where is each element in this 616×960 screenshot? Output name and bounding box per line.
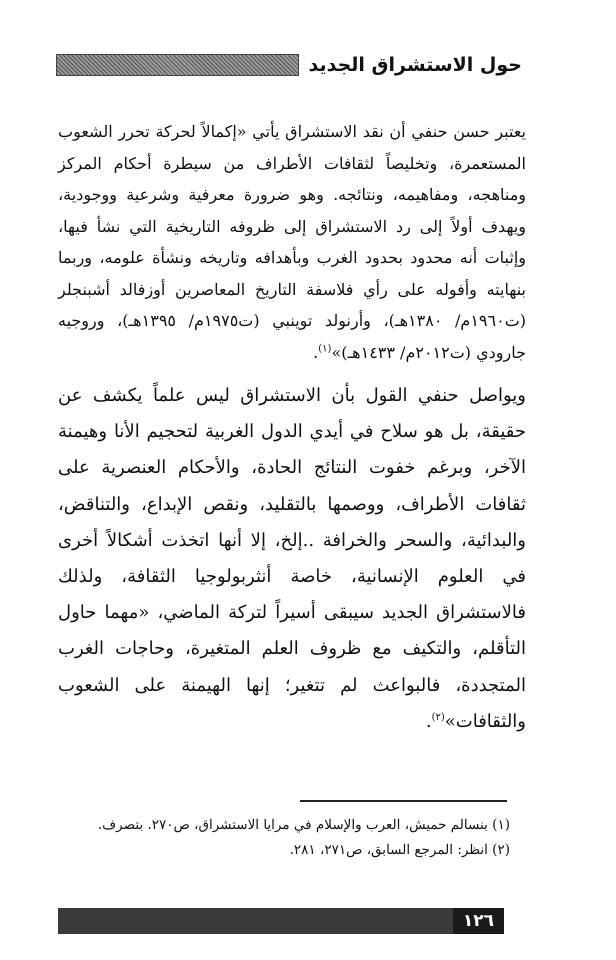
running-header-title: حول الاستشراق الجديد xyxy=(308,54,522,76)
footnotes xyxy=(50,813,510,863)
paragraph-2-text: ويواصل حنفي القول بأن الاستشراق ليس علماً يكشف عن حقيقة، بل هو سلاح في أيدي الدول الغربية لتحجيم الأنا وهيمنة الآخر، وبرغم خفوت النتائج الحادة، والأحكام العنصرية على ثقافات الأطراف، ووصمها بالتقليد، ونقص الإبداع، والتناقض، والبدائية، والسحر والخرافة ..إلخ، إلا أنها اتخذت أشكالاً أخرى في العلوم الإنسانية، خاصة أنثربولوجيا الثقافة، ولذلك فالاستشراق الجديد سيبقى أسيراً لتركة الماضي، «مهما حاول التأقلم، والتكيف مع ظروف العلم المتغيرة، وحاجات الغرب المتجددة، فالبواعث لم تتغير؛ إنها الهيمنة على الشعوب والثقافات» xyxy=(58,385,526,732)
footnote-separator xyxy=(300,800,507,802)
header-decorative-bar xyxy=(56,54,299,76)
running-header xyxy=(56,50,522,80)
footnote-1: (١) بنسالم حميش، العرب والإسلام في مرايا الاستشراق، ص٢٧٠. بتصرف. xyxy=(97,817,510,833)
paragraph-2 xyxy=(58,378,526,740)
body-text xyxy=(58,116,526,740)
paragraph-1-text: يعتبر حسن حنفي أن نقد الاستشراق يأتي «إكمالاً لحركة تحرر الشعوب المستعمرة، وتخليصاً لثقافات الأطراف من سيطرة أحكام المركز ومناهجه، ومفاهيمه، ونتائجه. وهو ضرورة معرفية وشرعية ووجودية، ويهدف أولاً إلى رد الاستشراق إلى ظروفه التاريخية التي نشأ فيها، وإثبات أنه محدود بحدود الغرب وبأهدافه وتاريخه ونشأة علومه، وربما بنهايته وأفوله على رأي فلاسفة التاريخ المعاصرين أوزفالد أشبنجلر (ت١٩٦٠م/ ١٣٨٠هـ)، وأرنولد توينبي (ت١٩٧٥م/ ١٣٩٥هـ)، وروجيه جارودي (ت٢٠١٢م/ ١٤٣٣هـ)» xyxy=(58,122,527,362)
paragraph-2-tail: . xyxy=(425,710,432,732)
footnote-ref-1[interactable]: (١) xyxy=(318,343,332,355)
footnote-2: (٢) انظر: المرجع السابق، ص٢٧١، ٢٨١. xyxy=(289,842,510,858)
page-number-bar xyxy=(58,908,504,934)
paragraph-1: يعتبر حسن حنفي أن نقد الاستشراق يأتي «إكمالاً لحركة تحرر الشعوب المستعمرة، وتخليصاً لثقافات الأطراف من سيطرة أحكام المركز ومناهجه، ومفاهيمه، ونتائجه. وهو ضرورة معرفية وشرعية ووجودية، ويهدف أولاً إلى رد الاستشراق إلى ظروفه التاريخية التي نشأ فيها، وإثبات أنه محدود بحدود الغرب وبأهدافه وتاريخه ونشأة علومه، وربما بنهايته وأفوله على رأي فلاسفة التاريخ المعاصرين أوزفالد أشبنجلر (ت١٩٦٠م/ ١٣٨٠هـ)، وأرنولد توينبي (ت١٩٧٥م/ ١٣٩٥هـ)، وروجيه جارودي (ت٢٠١٢م/ ١٤٣٣هـ)»$^{(١)}$. xyxy=(58,122,527,362)
page-number: ١٢٦ xyxy=(453,908,504,934)
footnote-ref-2[interactable]: (٢) xyxy=(431,711,445,723)
